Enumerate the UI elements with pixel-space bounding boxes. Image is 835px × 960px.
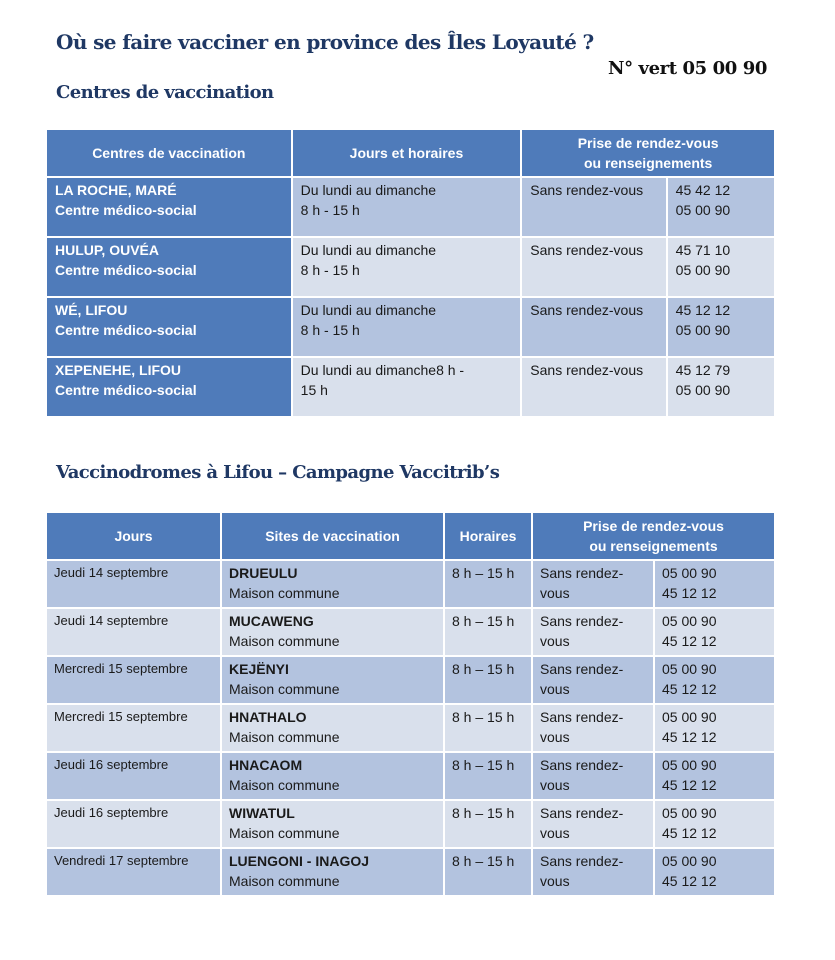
rdv-cell (522, 298, 665, 356)
site-name: KEJËNYI (229, 661, 289, 677)
rdv-cell (533, 705, 653, 751)
phone-number: 45 42 12 (675, 182, 731, 198)
phone-number: 05 00 90 (675, 202, 731, 218)
site-cell (222, 561, 443, 607)
horaires-cell (445, 657, 531, 703)
rdv-text: vous (540, 777, 570, 793)
phone-number: 45 12 12 (662, 873, 717, 889)
rdv-cell (533, 609, 653, 655)
rdv-text: vous (540, 825, 570, 841)
phone-number: 45 12 12 (675, 302, 731, 318)
phone-number: 05 00 90 (662, 853, 717, 869)
rdv-text: Sans rendez- (540, 565, 624, 581)
horaires-cell (445, 849, 531, 895)
jour-text: Jeudi 14 septembre (54, 565, 169, 580)
vaccinodrome-row (47, 657, 774, 703)
phone-number: 05 00 90 (662, 757, 717, 773)
horaires-text: 8 h – 15 h (452, 565, 515, 581)
jour-text: Vendredi 17 septembre (54, 853, 189, 868)
horaires-cell (445, 705, 531, 751)
phone-number: 05 00 90 (662, 661, 717, 677)
rdv-cell (533, 561, 653, 607)
site-name: DRUEULU (229, 565, 298, 581)
site-cell (222, 849, 443, 895)
rdv-text: Sans rendez- (540, 661, 624, 677)
phone-number: 05 00 90 (662, 709, 717, 725)
site-name: HNATHALO (229, 709, 307, 725)
centre-lieu: HULUP, OUVÉA (55, 242, 159, 258)
horaires-text: 8 h - 15 h (300, 202, 360, 218)
jours-text: Du lundi au dimanche8 h - (300, 362, 465, 378)
horaires-cell (445, 609, 531, 655)
centres-header-row (47, 130, 774, 176)
phone-cell (655, 561, 774, 607)
site-type: Maison commune (229, 729, 340, 745)
jours-horaires-cell (293, 358, 521, 416)
centre-type: Centre médico-social (55, 262, 197, 278)
jours-text: Du lundi au dimanche (300, 302, 437, 318)
centre-row (47, 298, 774, 356)
col-header-rdv (533, 513, 774, 559)
col-header-jours-horaires: Jours et horaires (293, 130, 521, 176)
centre-type: Centre médico-social (55, 382, 197, 398)
site-type: Maison commune (229, 633, 340, 649)
phone-number: 05 00 90 (675, 322, 731, 338)
centre-cell (47, 238, 291, 296)
site-type: Maison commune (229, 681, 340, 697)
site-cell (222, 705, 443, 751)
phone-cell (668, 358, 774, 416)
site-cell (222, 657, 443, 703)
phone-number: 05 00 90 (662, 565, 717, 581)
centre-lieu: LA ROCHE, MARÉ (55, 182, 177, 198)
phone-number: 45 12 12 (662, 681, 717, 697)
horaires-cell (445, 753, 531, 799)
rdv-cell (533, 801, 653, 847)
phone-cell (668, 238, 774, 296)
rdv-text: vous (540, 585, 570, 601)
vaccinodrome-row (47, 849, 774, 895)
col-header-jours: Jours (47, 513, 220, 559)
vaccinodromes-subtitle: Vaccinodromes à Lifou – Campagne Vaccitrib’s (56, 462, 500, 483)
jour-text: Jeudi 16 septembre (54, 757, 169, 772)
horaires-text: 8 h – 15 h (452, 661, 515, 677)
rdv-text: Sans rendez-vous (530, 182, 644, 198)
site-cell (222, 753, 443, 799)
site-type: Maison commune (229, 585, 340, 601)
rdv-text: Sans rendez- (540, 805, 624, 821)
phone-cell (655, 753, 774, 799)
vaccinodrome-row (47, 753, 774, 799)
horaires-text: 8 h - 15 h (300, 262, 360, 278)
phone-number: 05 00 90 (662, 613, 717, 629)
rdv-text: vous (540, 729, 570, 745)
centre-lieu: WÉ, LIFOU (55, 302, 128, 318)
vaccinodrome-row (47, 801, 774, 847)
jours-horaires-cell (293, 238, 521, 296)
jour-text: Mercredi 15 septembre (54, 661, 188, 676)
col-header-rdv-line2: ou renseignements (583, 155, 713, 171)
site-name: HNACAOM (229, 757, 303, 773)
phone-number: 05 00 90 (675, 262, 731, 278)
centre-cell (47, 358, 291, 416)
rdv-cell (533, 849, 653, 895)
phone-cell (655, 801, 774, 847)
horaires-cell (445, 801, 531, 847)
phone-number: 45 12 79 (675, 362, 731, 378)
jour-cell (47, 609, 220, 655)
col-header-sites: Sites de vaccination (222, 513, 443, 559)
rdv-cell (522, 358, 665, 416)
centre-cell (47, 178, 291, 236)
horaires-text: 8 h – 15 h (452, 853, 515, 869)
rdv-text: Sans rendez-vous (530, 362, 644, 378)
rdv-text: Sans rendez-vous (530, 302, 644, 318)
site-name: MUCAWENG (229, 613, 314, 629)
rdv-cell (522, 238, 665, 296)
jours-text: Du lundi au dimanche (300, 182, 437, 198)
centres-table (45, 128, 776, 418)
centre-lieu: XEPENEHE, LIFOU (55, 362, 182, 378)
rdv-text: Sans rendez- (540, 613, 624, 629)
site-name: WIWATUL (229, 805, 295, 821)
rdv-text: vous (540, 681, 570, 697)
rdv-text: Sans rendez- (540, 709, 624, 725)
horaires-text: 8 h – 15 h (452, 709, 515, 725)
jours-horaires-cell (293, 298, 521, 356)
horaires-cell (445, 561, 531, 607)
col-header-horaires: Horaires (445, 513, 531, 559)
phone-number: 45 71 10 (675, 242, 731, 258)
centre-row (47, 358, 774, 416)
centre-cell (47, 298, 291, 356)
site-cell (222, 609, 443, 655)
phone-cell (655, 705, 774, 751)
phone-number: 05 00 90 (675, 382, 731, 398)
centre-type: Centre médico-social (55, 202, 197, 218)
rdv-cell (533, 753, 653, 799)
jour-cell (47, 657, 220, 703)
site-type: Maison commune (229, 777, 340, 793)
site-cell (222, 801, 443, 847)
centre-row (47, 178, 774, 236)
phone-number: 45 12 12 (662, 729, 717, 745)
jour-cell (47, 705, 220, 751)
site-type: Maison commune (229, 825, 340, 841)
phone-number: 05 00 90 (662, 805, 717, 821)
jours-text: Du lundi au dimanche (300, 242, 437, 258)
rdv-cell (533, 657, 653, 703)
rdv-text: vous (540, 633, 570, 649)
jour-text: Mercredi 15 septembre (54, 709, 188, 724)
horaires-text: 8 h – 15 h (452, 805, 515, 821)
phone-cell (668, 178, 774, 236)
phone-number: 45 12 12 (662, 633, 717, 649)
site-type: Maison commune (229, 873, 340, 889)
rdv-text: vous (540, 873, 570, 889)
phone-number: 45 12 12 (662, 825, 717, 841)
col-header-rdv (522, 130, 774, 176)
vaccinodromes-header-row (47, 513, 774, 559)
jour-cell (47, 753, 220, 799)
phone-cell (668, 298, 774, 356)
horaires-text: 15 h (300, 382, 328, 398)
jour-cell (47, 561, 220, 607)
centre-row (47, 238, 774, 296)
jours-horaires-cell (293, 178, 521, 236)
rdv-text: Sans rendez-vous (530, 242, 644, 258)
col-header-rdv-line1: Prise de rendez-vous (577, 135, 719, 151)
horaires-text: 8 h – 15 h (452, 757, 515, 773)
rdv-text: Sans rendez- (540, 853, 624, 869)
jour-text: Jeudi 16 septembre (54, 805, 169, 820)
rdv-text: Sans rendez- (540, 757, 624, 773)
rdv-cell (522, 178, 665, 236)
jour-text: Jeudi 14 septembre (54, 613, 169, 628)
vaccinodrome-row (47, 561, 774, 607)
numero-vert: N° vert 05 00 90 (608, 58, 767, 79)
phone-number: 45 12 12 (662, 585, 717, 601)
phone-number: 45 12 12 (662, 777, 717, 793)
site-name: LUENGONI - INAGOJ (229, 853, 370, 869)
phone-cell (655, 657, 774, 703)
horaires-text: 8 h - 15 h (300, 322, 360, 338)
vaccinodromes-table (45, 511, 776, 897)
col-header-rdv-line1: Prise de rendez-vous (583, 518, 724, 534)
phone-cell (655, 609, 774, 655)
jour-cell (47, 801, 220, 847)
page-title: Où se faire vacciner en province des Îles Loyauté ? (56, 30, 594, 54)
phone-cell (655, 849, 774, 895)
centre-type: Centre médico-social (55, 322, 197, 338)
col-header-centres: Centres de vaccination (47, 130, 291, 176)
centres-subtitle: Centres de vaccination (56, 82, 274, 103)
col-header-rdv-line2: ou renseignements (589, 538, 718, 554)
vaccinodrome-row (47, 609, 774, 655)
vaccinodrome-row (47, 705, 774, 751)
jour-cell (47, 849, 220, 895)
horaires-text: 8 h – 15 h (452, 613, 515, 629)
